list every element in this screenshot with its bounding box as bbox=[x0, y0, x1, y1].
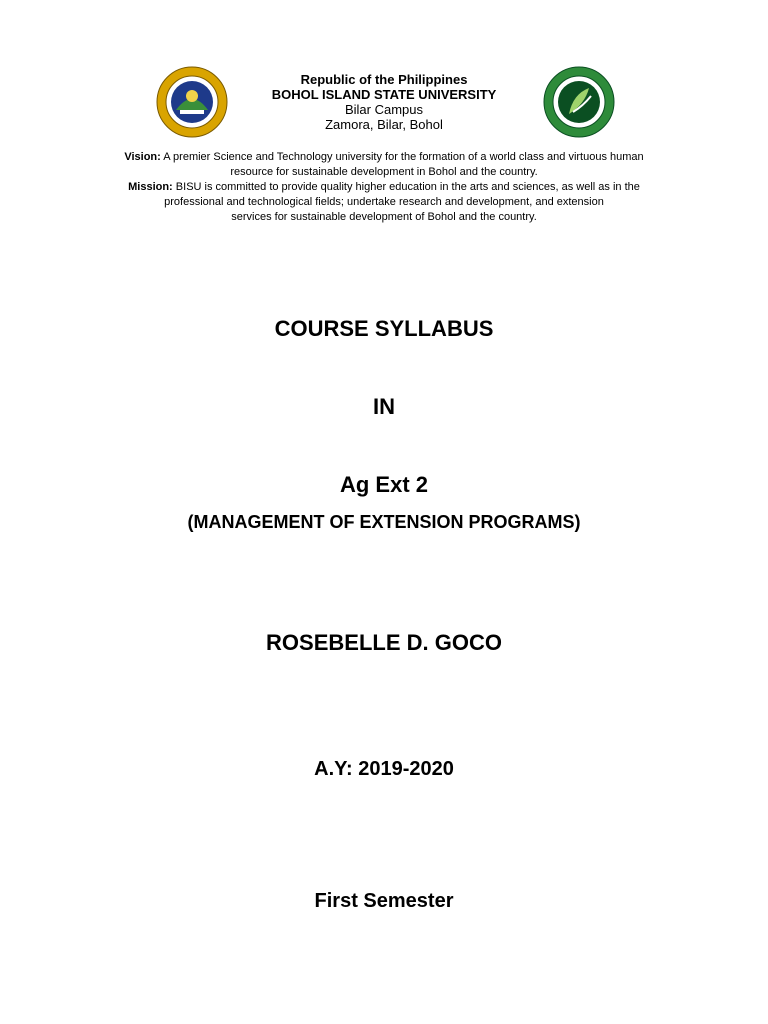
mission-line-1: Mission: BISU is committed to provide quality higher education in the arts and sciences, as well as in the bbox=[128, 181, 640, 193]
semester: First Semester bbox=[314, 890, 454, 912]
academic-year: A.Y: 2019-2020 bbox=[314, 758, 454, 780]
mission-line-2: professional and technological fields; undertake research and development, and extension bbox=[164, 196, 604, 208]
vision-mission bbox=[0, 150, 768, 225]
campus-line: Bilar Campus bbox=[344, 102, 424, 117]
vision-line-1: Vision: A premier Science and Technology university for the formation of a world class and virtuous human bbox=[124, 151, 644, 163]
instructor-name: ROSEBELLE D. GOCO bbox=[266, 630, 502, 655]
course-code: Ag Ext 2 bbox=[339, 472, 429, 497]
republic-line: Republic of the Philippines bbox=[300, 72, 468, 87]
course-name: (MANAGEMENT OF EXTENSION PROGRAMS) bbox=[187, 512, 581, 532]
address-line: Zamora, Bilar, Bohol bbox=[325, 117, 443, 132]
vision-label: Vision: bbox=[124, 151, 161, 163]
university-name: BOHOL ISLAND STATE UNIVERSITY bbox=[271, 87, 497, 102]
organization-block bbox=[0, 72, 768, 132]
course-syllabus-heading: COURSE SYLLABUS bbox=[274, 316, 494, 341]
vision-line-2: resource for sustainable development in Bohol and the country. bbox=[230, 166, 538, 178]
mission-label: Mission: bbox=[128, 181, 173, 193]
letterhead bbox=[0, 60, 768, 140]
mission-line-3: services for sustainable development of Bohol and the country. bbox=[231, 211, 537, 223]
in-heading: IN bbox=[373, 394, 395, 419]
